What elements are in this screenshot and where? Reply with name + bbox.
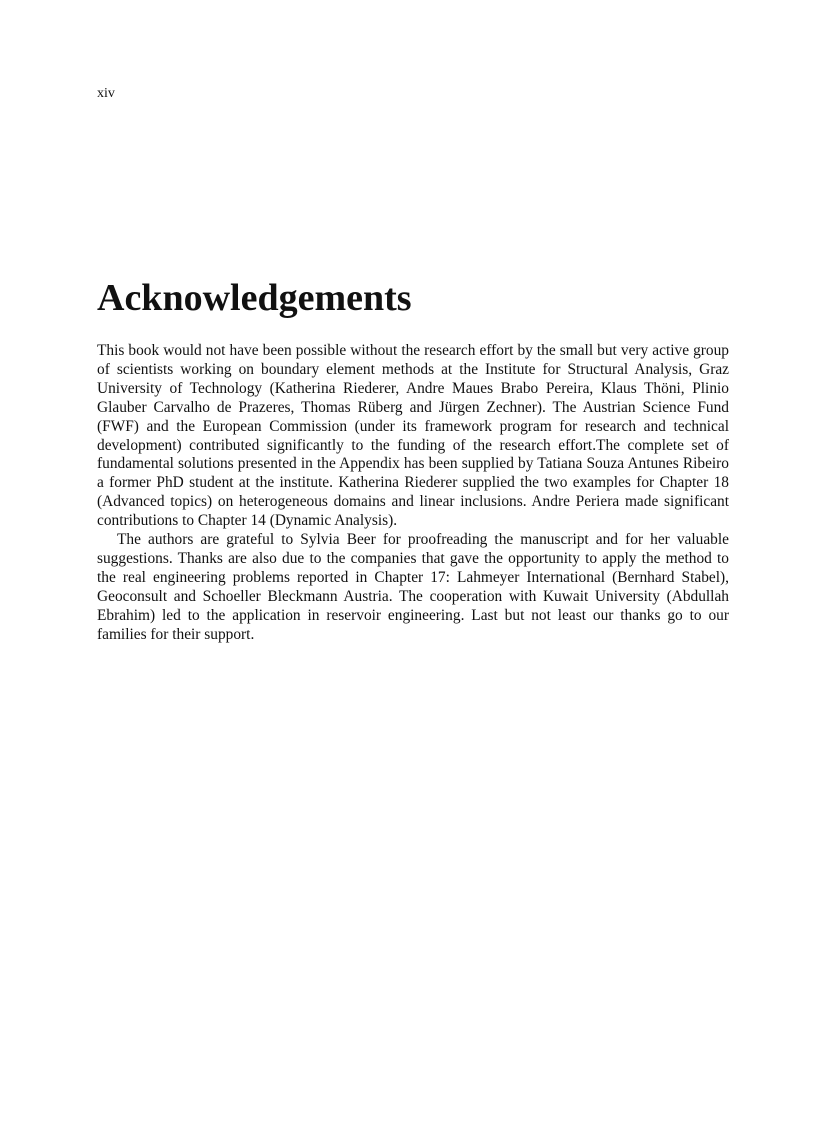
paragraph-1: This book would not have been possible without the research effort by the small but very active group of scientists working on boundary element methods at the Institute for Structural Analysis, Graz University of Technology (Katherina Riederer, Andre Maues Brabo Pereira, Klaus Thöni, Plinio Glauber Carvalho de Prazeres, Thomas Rüberg and Jürgen Zechner). The Austrian Science Fund (FWF) and the European Commission (under its framework program for research and technical development) contributed significantly to the funding of the research effort.The complete set of fundamental solutions presented in the Appendix has been supplied by Tatiana Souza Antunes Ribeiro a former PhD student at the institute. Katherina Riederer supplied the two examples for Chapter 18 (Advanced topics) on heterogeneous domains and linear inclusions. Andre Periera made significant contributions to Chapter 14 (Dynamic Analysis). [97,342,729,530]
page-title: Acknowledgements [97,277,412,319]
paragraph-2: The authors are grateful to Sylvia Beer for proofreading the manuscript and for her valuable suggestions. Thanks are also due to the companies that gave the opportunity to apply the method to the real engineering problems reported in Chapter 17: Lahmeyer International (Bernhard Stabel), Geoconsult and Schoeller Bleckmann Austria. The cooperation with Kuwait University (Abdullah Ebrahim) led to the application in reservoir engineering. Last but not least our thanks go to our families for their support. [97,531,729,643]
acknowledgements-body [97,342,729,645]
page-number: xiv [97,86,115,101]
